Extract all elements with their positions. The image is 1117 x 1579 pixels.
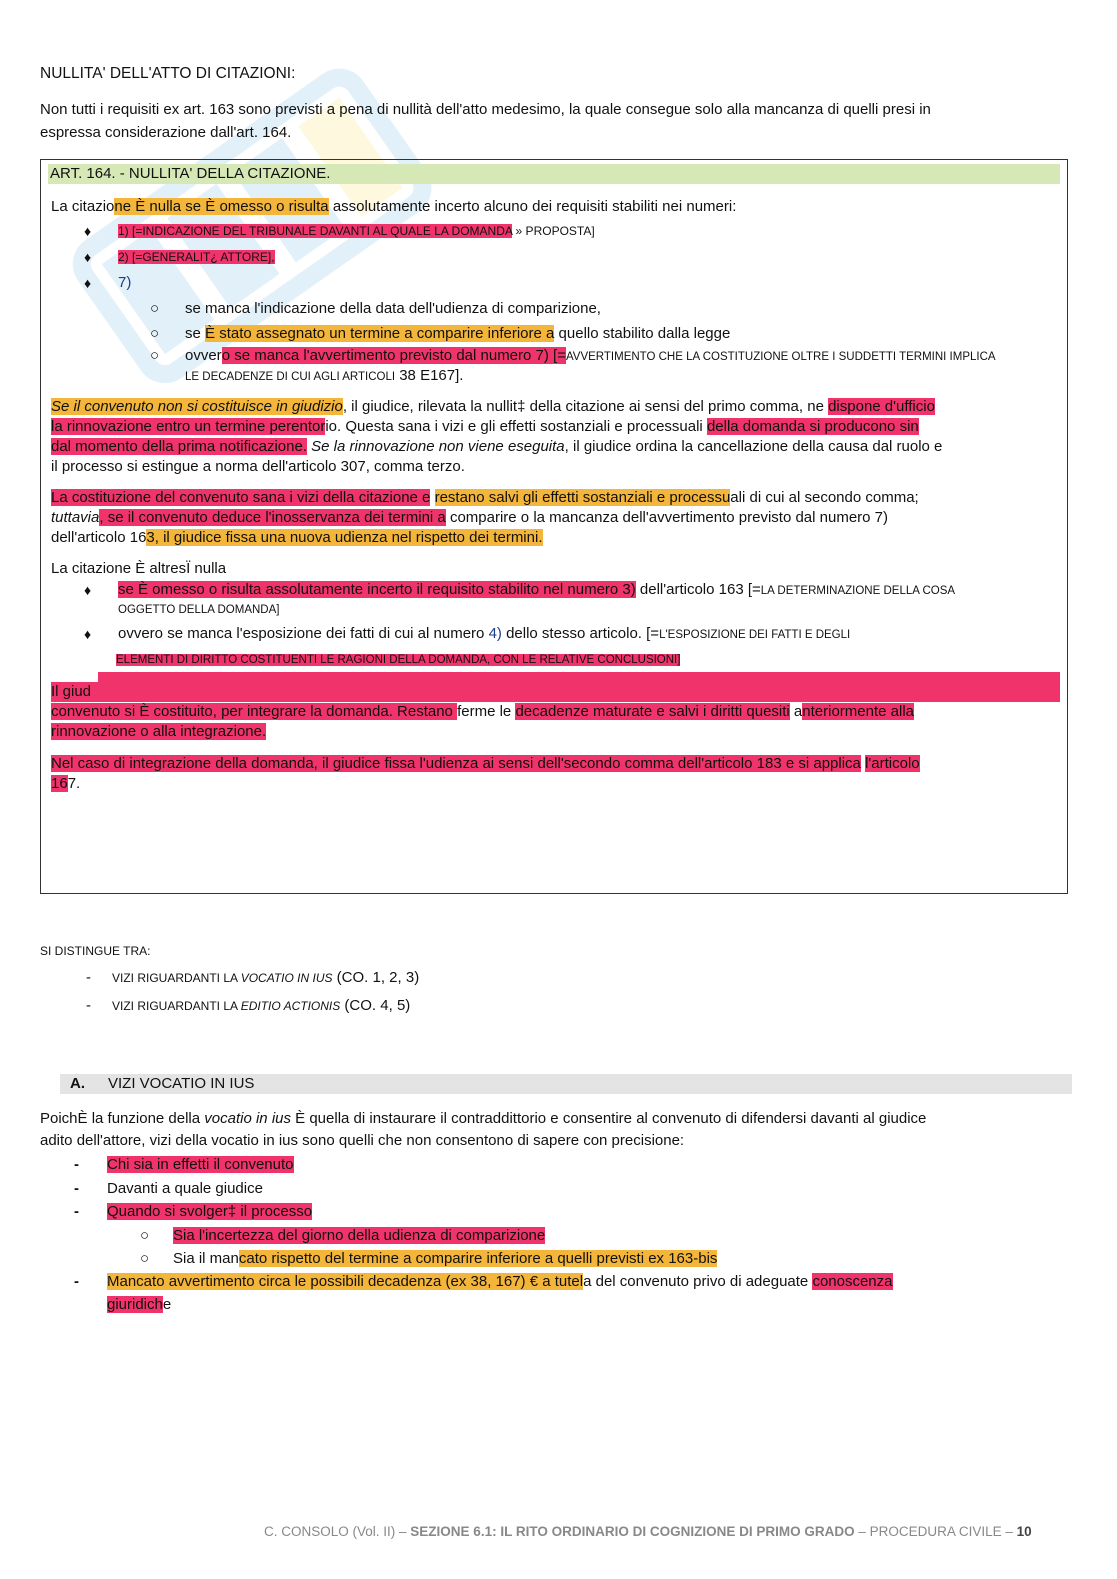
p6-line-2: 167. [51, 775, 81, 792]
highlight-block [51, 682, 1060, 702]
distingue-item-2: VIZI RIGUARDANTI LA EDITIO ACTIONIS (CO. 4, 5) [112, 997, 411, 1014]
p4-bullet-1-cont: OGGETTO DELLA DOMANDA] [118, 604, 280, 616]
bullet-icon: ♦ [84, 626, 92, 642]
article-title: ART. 164. - NULLITA' DELLA CITAZIONE. [50, 165, 331, 182]
p5-line-2: convenuto si È costituito, per integrare la domanda. Restano ferme le decadenze maturate e salvi i diritti quesiti anteriormente alla [51, 703, 914, 720]
bullet-icon: ♦ [84, 582, 92, 598]
section-a-list-3: Quando si svolger‡ il processo [107, 1203, 313, 1220]
section-a-p1: PoichÈ la funzione della vocatio in ius È quella di instaurare il contraddittorio e consentire al convenuto di difendersi davanti al giudice [40, 1110, 927, 1127]
sub-item-3-cont: LE DECADENZE DI CUI AGLI ARTICOLI 38 E167]. [185, 367, 464, 384]
section-a-sub-1: Sia l'incertezza del giorno della udienza di comparizione [173, 1227, 546, 1244]
section-a-letter: A. [70, 1075, 85, 1092]
section-a-list-4-cont: giuridiche [107, 1296, 172, 1313]
p2-line-3: dal momento della prima notificazione. Se la rinnovazione non viene eseguita, il giudice ordina la cancellazione della causa dal ruolo e [51, 438, 943, 455]
p4-bullet-2-cont: ELEMENTI DI DIRITTO COSTITUENTI LE RAGIONI DELLA DOMANDA, CON LE RELATIVE CONCLUSIONI] [116, 654, 681, 666]
circle-bullet-icon: ○ [150, 300, 160, 317]
p4-bullet-2: ovvero se manca l'esposizione dei fatti di cui al numero 4) dello stesso articolo. [=L'ESPOSIZIONE DEI FATTI E DEGLI [118, 625, 851, 642]
bullet-icon: ♦ [84, 275, 92, 291]
page-footer: C. CONSOLO (Vol. II) – SEZIONE 6.1: IL RITO ORDINARIO DI COGNIZIONE DI PRIMO GRADO – PROCEDURA CIVILE – 10 [264, 1524, 1032, 1539]
circle-bullet-icon: ○ [150, 347, 160, 364]
p5-line-3: rinnovazione o alla integrazione. [51, 723, 267, 740]
page-heading: NULLITA' DELL'ATTO DI CITAZIONI: [40, 65, 296, 82]
distingue-title: SI DISTINGUE TRA: [40, 944, 151, 958]
p2-line-2: la rinnovazione entro un termine perentorio. Questa sana i vizi e gli effetti sostanziali e processuali della domanda si producono sin [51, 418, 919, 435]
bullet-icon: ♦ [84, 223, 92, 239]
dash-icon: - [74, 1180, 79, 1197]
dash-icon: - [74, 1273, 79, 1290]
article-p1: La citazione È nulla se È omesso o risulta assolutamente incerto alcuno dei requisiti stabiliti nei numeri: [51, 198, 737, 215]
section-a-list-4: Mancato avvertimento circa le possibili decadenza (ex 38, 167) € a tutela del convenuto privo di adeguate conoscenza [107, 1273, 893, 1290]
p3-line-1: La costituzione del convenuto sana i vizi della citazione e restano salvi gli effetti sostanziali e processuali di cui al secondo comma; [51, 489, 919, 506]
p4-intro: La citazione È altresÏ nulla [51, 560, 227, 577]
dash-icon: - [86, 969, 91, 986]
dash-icon: - [74, 1203, 79, 1220]
item-2: 2) [=GENERALIT¿ ATTORE], [118, 250, 275, 264]
section-a-sub-2: Sia il mancato rispetto del termine a comparire inferiore a quelli previsti ex 163-bis [173, 1250, 718, 1267]
circle-bullet-icon: ○ [150, 325, 160, 342]
intro-line-2: espressa considerazione dall'art. 164. [40, 124, 292, 141]
p3-line-3: dell'articolo 163, il giudice fissa una nuova udienza nel rispetto dei termini. [51, 529, 543, 546]
p4-bullet-1: se È omesso o risulta assolutamente incerto il requisito stabilito nel numero 3) dell'articolo 163 [=LA DETERMINAZIONE DELLA COSA [118, 581, 956, 598]
p5-line-1: Il giud [51, 683, 92, 700]
p6-line-1: Nel caso di integrazione della domanda, il giudice fissa l'udienza ai sensi dell'secondo comma dell'articolo 183 e si applica l'articolo [51, 755, 920, 772]
item-3: 7) [118, 274, 132, 291]
circle-bullet-icon: ○ [140, 1250, 150, 1267]
p2-line-4: il processo si estingue a norma dell'articolo 307, comma terzo. [51, 458, 465, 475]
dash-icon: - [86, 997, 91, 1014]
item-1: 1) [=INDICAZIONE DEL TRIBUNALE DAVANTI AL QUALE LA DOMANDA » PROPOSTA] [118, 224, 595, 238]
page-number: 10 [1016, 1524, 1032, 1539]
sub-item-1: se manca l'indicazione della data dell'udienza di comparizione, [185, 300, 601, 317]
distingue-item-1: VIZI RIGUARDANTI LA VOCATIO IN IUS (CO. 1, 2, 3) [112, 969, 420, 986]
section-a-p2: adito dell'attore, vizi della vocatio in ius sono quelli che non consentono di sapere con precisione: [40, 1132, 685, 1149]
circle-bullet-icon: ○ [140, 1227, 150, 1244]
p2-line-1: Se il convenuto non si costituisce in giudizio, il giudice, rilevata la nullit‡ della citazione ai sensi del primo comma, ne dispone d'ufficio [51, 398, 935, 415]
p3-line-2: tuttavia, se il convenuto deduce l'inosservanza dei termini a comparire o la mancanza dell'avvertimento previsto dal numero 7) [51, 509, 889, 526]
sub-item-3: ovvero se manca l'avvertimento previsto dal numero 7) [=AVVERTIMENTO CHE LA COSTITUZIONE OLTRE I SUDDETTI TERMINI IMPLICA [185, 347, 996, 364]
section-a-list-2: Davanti a quale giudice [107, 1180, 263, 1197]
section-a-list-1: Chi sia in effetti il convenuto [107, 1156, 294, 1173]
intro-line-1: Non tutti i requisiti ex art. 163 sono previsti a pena di nullità dell'atto medesimo, la quale consegue solo alla mancanza di quelli presi in [40, 101, 931, 118]
section-a-title: VIZI VOCATIO IN IUS [108, 1075, 255, 1092]
sub-item-2: se È stato assegnato un termine a comparire inferiore a quello stabilito dalla legge [185, 325, 731, 342]
dash-icon: - [74, 1156, 79, 1173]
bullet-icon: ♦ [84, 249, 92, 265]
